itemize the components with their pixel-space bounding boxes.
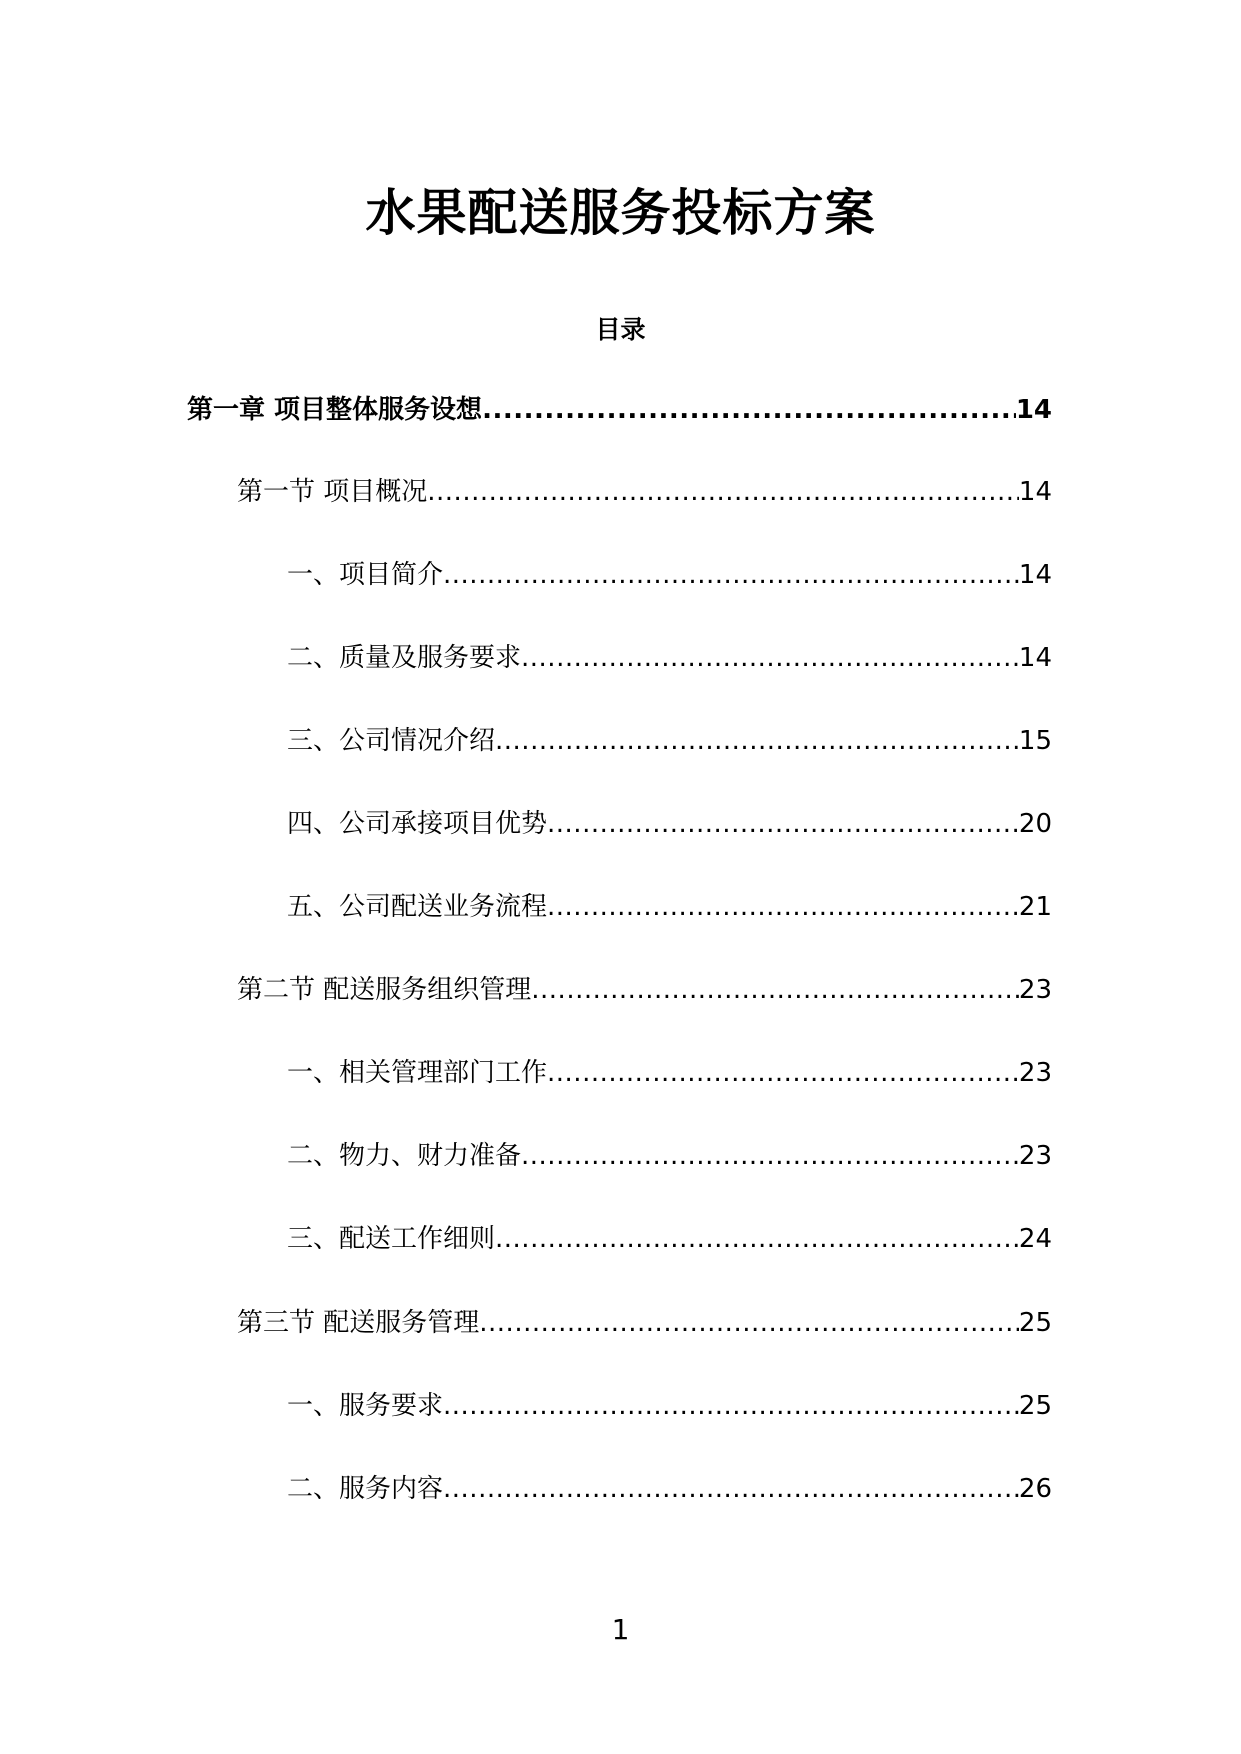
toc-entry-label: 二、物力、财力准备 — [287, 1141, 522, 1171]
toc-dot-leader — [427, 474, 1019, 510]
toc-dot-leader — [482, 392, 1016, 428]
toc-entry-label: 五、公司配送业务流程 — [287, 892, 548, 922]
toc-entry-subsection[interactable] — [287, 557, 1052, 593]
toc-entry-page: 25 — [1018, 1308, 1052, 1338]
toc-entry-label: 一、项目简介 — [287, 560, 444, 590]
toc-entry-section[interactable] — [237, 474, 1052, 510]
toc-entry-label: 二、服务内容 — [287, 1474, 444, 1504]
toc-entry-section[interactable] — [237, 972, 1052, 1008]
toc-dot-leader — [531, 972, 1019, 1008]
toc-dot-leader — [443, 1388, 1019, 1424]
toc-entry-page: 25 — [1018, 1391, 1052, 1421]
toc-dot-leader — [443, 557, 1019, 593]
toc-entry-subsection[interactable] — [287, 1221, 1052, 1257]
toc-entry-page: 23 — [1018, 1058, 1052, 1088]
toc-entry-page: 26 — [1018, 1474, 1052, 1504]
toc-entry-section[interactable] — [237, 1305, 1052, 1341]
toc-dot-leader — [547, 806, 1019, 842]
toc-entry-subsection[interactable] — [287, 640, 1052, 676]
toc-entry-subsection[interactable] — [287, 1388, 1052, 1424]
toc-entry-page: 23 — [1018, 1141, 1052, 1171]
toc-entry-label: 二、质量及服务要求 — [287, 643, 522, 673]
toc-entry-page: 14 — [1015, 395, 1052, 425]
toc-entry-subsection[interactable] — [287, 723, 1052, 759]
toc-entry-chapter[interactable] — [187, 392, 1052, 428]
toc-entry-label: 三、公司情况介绍 — [287, 726, 496, 756]
toc-dot-leader — [479, 1305, 1019, 1341]
toc-entry-subsection[interactable] — [287, 806, 1052, 842]
toc-entry-label: 第三节 配送服务管理 — [237, 1308, 480, 1338]
toc-entry-page: 14 — [1018, 643, 1052, 673]
document-title: 水果配送服务投标方案 — [365, 184, 876, 242]
toc-entry-subsection[interactable] — [287, 889, 1052, 925]
page-number: 1 — [611, 1613, 630, 1646]
toc-entry-page: 21 — [1018, 892, 1052, 922]
toc-entry-label: 四、公司承接项目优势 — [287, 809, 548, 839]
toc-entry-subsection[interactable] — [287, 1055, 1052, 1091]
toc-dot-leader — [521, 640, 1019, 676]
toc-entry-subsection[interactable] — [287, 1471, 1052, 1507]
toc-dot-leader — [495, 1221, 1019, 1257]
toc-entry-page: 14 — [1018, 560, 1052, 590]
toc-entry-page: 20 — [1018, 809, 1052, 839]
toc-entry-page: 14 — [1018, 477, 1052, 507]
toc-entry-label: 一、服务要求 — [287, 1391, 444, 1421]
toc-entry-page: 23 — [1018, 975, 1052, 1005]
toc-heading: 目录 — [595, 315, 646, 344]
toc-entry-label: 第一节 项目概况 — [237, 477, 428, 507]
toc-entry-page: 24 — [1018, 1224, 1052, 1254]
toc-entry-label: 第一章 项目整体服务设想 — [187, 395, 483, 425]
toc-dot-leader — [547, 889, 1019, 925]
toc-dot-leader — [521, 1138, 1019, 1174]
toc-entry-page: 15 — [1018, 726, 1052, 756]
toc-dot-leader — [547, 1055, 1019, 1091]
toc-dot-leader — [495, 723, 1019, 759]
toc-dot-leader — [443, 1471, 1019, 1507]
toc-entry-label: 第二节 配送服务组织管理 — [237, 975, 532, 1005]
toc-entry-label: 三、配送工作细则 — [287, 1224, 496, 1254]
toc-entry-subsection[interactable] — [287, 1138, 1052, 1174]
toc-entry-label: 一、相关管理部门工作 — [287, 1058, 548, 1088]
